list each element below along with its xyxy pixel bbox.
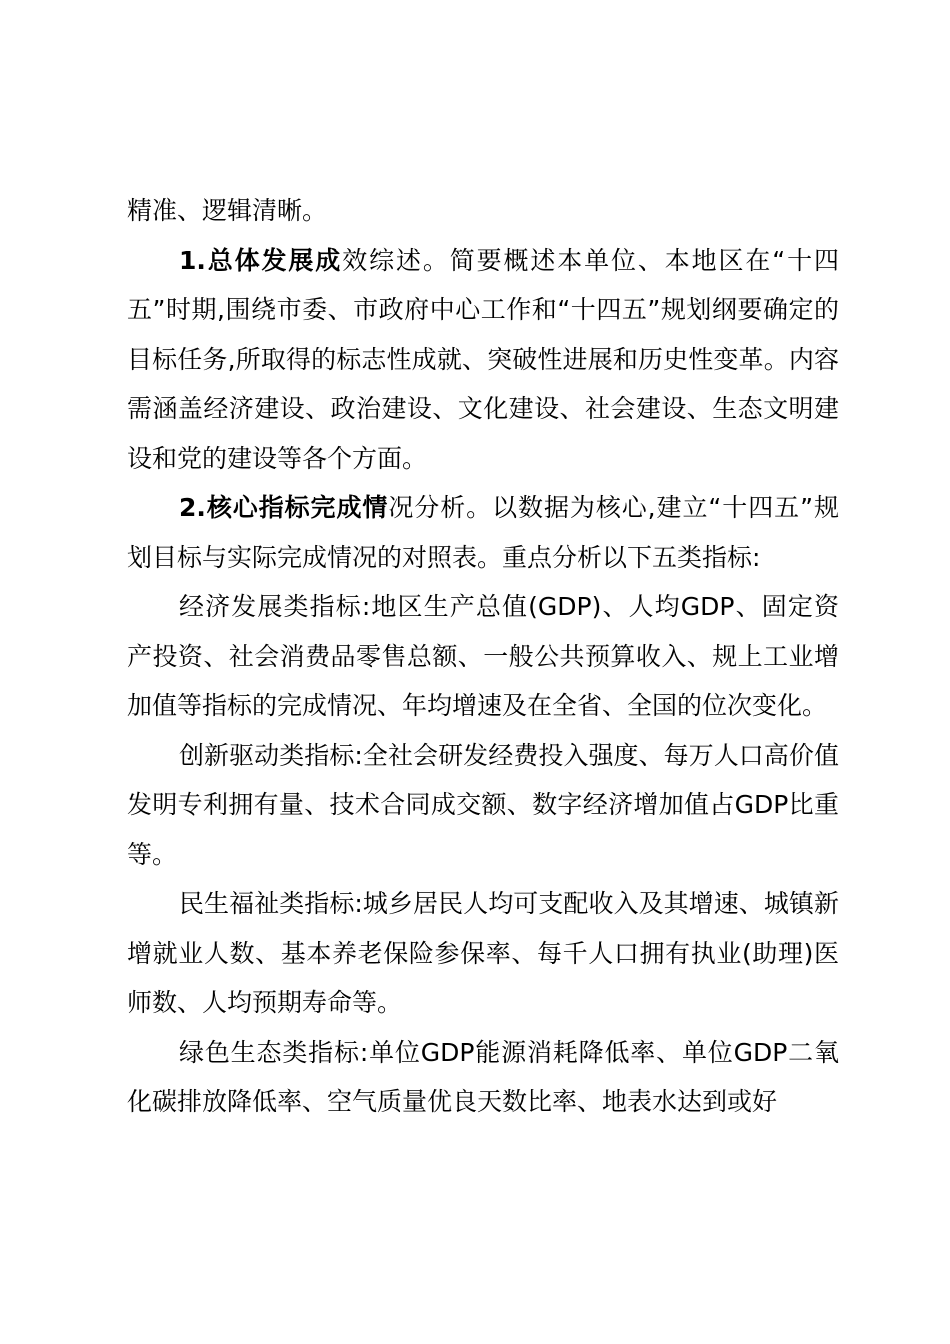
- paragraph-economic-indicators: [127, 582, 839, 731]
- paragraph-heading: 2.核心指标完成情: [179, 493, 389, 522]
- paragraph-overall-development: [127, 236, 839, 484]
- paragraph-heading: 1.总体发展成: [179, 245, 343, 275]
- paragraph-text: 创新驱动类指标:全社会研发经费投入强度、每万人口高价值发明专利拥有量、技术合同成交额、数字经济增加值占GDP比重等。: [127, 740, 839, 869]
- paragraph-text: 经济发展类指标:地区生产总值(GDP)、人均GDP、固定资产投资、社会消费品零售总额、一般公共预算收入、规上工业增加值等指标的完成情况、年均增速及在全省、全国的位次变化。: [127, 592, 839, 720]
- paragraph-livelihood-indicators: [127, 879, 839, 1028]
- paragraph-core-indicators: [127, 483, 839, 582]
- paragraph-continuation: [127, 186, 839, 236]
- paragraph-text: 效综述。简要概述本单位、本地区在“十四五”时期,围绕市委、市政府中心工作和“十四五”规划纲要确定的目标任务,所取得的标志性成就、突破性进展和历史性变革。内容需涵盖经济建设、政治建设、文化建设、社会建设、生态文明建设和党的建设等各个方面。: [127, 245, 839, 473]
- paragraph-text: 况分析。以数据为核心,建立“十四五”规划目标与实际完成情况的对照表。重点分析以下五类指标:: [127, 493, 839, 572]
- document-body: [127, 186, 839, 1127]
- paragraph-text: 民生福祉类指标:城乡居民人均可支配收入及其增速、城镇新增就业人数、基本养老保险参保率、每千人口拥有执业(助理)医师数、人均预期寿命等。: [127, 889, 839, 1017]
- paragraph-text: 绿色生态类指标:单位GDP能源消耗降低率、单位GDP二氧化碳排放降低率、空气质量优良天数比率、地表水达到或好: [127, 1037, 839, 1116]
- paragraph-green-indicators: [127, 1028, 839, 1127]
- paragraph-innovation-indicators: [127, 731, 839, 880]
- paragraph-text: 精准、逻辑清晰。: [127, 196, 328, 225]
